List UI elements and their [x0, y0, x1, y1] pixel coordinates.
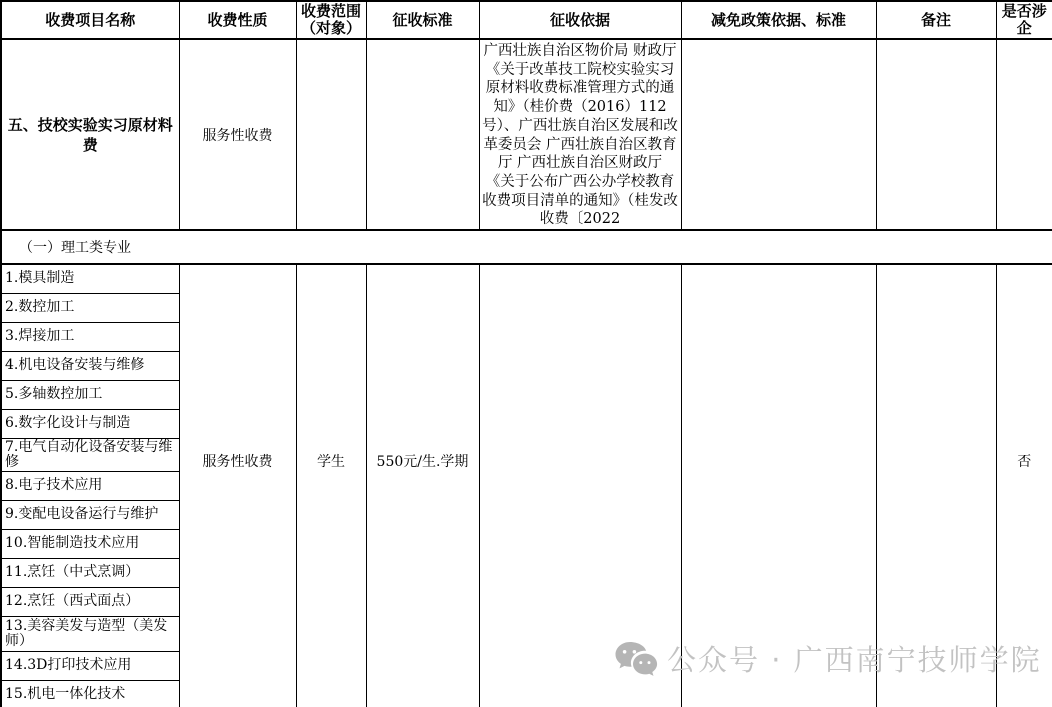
col-header-remarks: 备注	[876, 1, 996, 39]
category-name: 五、技校实验实习原材料费	[1, 39, 179, 230]
watermark-text: 公众号 · 广西南宁技师学院	[667, 643, 1042, 677]
category-fee-nature: 服务性收费	[179, 39, 296, 230]
col-header-collection-basis: 征收依据	[479, 1, 681, 39]
item-name: 8.电子技术应用	[1, 471, 179, 500]
col-header-involves-enterprise: 是否涉企	[996, 1, 1052, 39]
item-name: 6.数字化设计与制造	[1, 409, 179, 438]
table-row	[1, 264, 1052, 293]
watermark	[614, 641, 1042, 679]
header-row	[1, 1, 1052, 39]
item-name: 3.焊接加工	[1, 322, 179, 351]
wechat-icon	[614, 641, 658, 679]
item-name: 5.多轴数控加工	[1, 380, 179, 409]
col-header-fee-nature: 收费性质	[179, 1, 296, 39]
item-name: 2.数控加工	[1, 293, 179, 322]
item-name: 4.机电设备安装与维修	[1, 351, 179, 380]
item-name: 7.电气自动化设备安装与维修	[1, 438, 179, 471]
category-reduction-policy-cell	[681, 39, 876, 230]
group-fee-nature: 服务性收费	[179, 264, 296, 707]
category-fee-scope-cell	[296, 39, 366, 230]
item-name: 12.烹饪（西式面点）	[1, 587, 179, 616]
section-title: （一）理工类专业	[1, 230, 1052, 264]
item-name: 11.烹饪（中式烹调）	[1, 558, 179, 587]
col-header-fee-item-name: 收费项目名称	[1, 1, 179, 39]
item-name: 10.智能制造技术应用	[1, 529, 179, 558]
col-header-collection-standard: 征收标准	[366, 1, 479, 39]
group-collection-standard: 550元/生.学期	[366, 264, 479, 707]
category-involves-enterprise-cell	[996, 39, 1052, 230]
group-involves-enterprise: 否	[996, 264, 1052, 707]
col-header-fee-scope: 收费范围（对象）	[296, 1, 366, 39]
category-collection-basis: 广西壮族自治区物价局 财政厅《关于改革技工院校实验实习原材料收费标准管理方式的通知》（桂价费（2016）112号）、广西壮族自治区发展和改革委员会 广西壮族自治区教育厅 广西壮族自治区财政厅 《关于公布广西公办学校教育收费项目清单的通知》（桂发改收费〔2022	[479, 39, 681, 230]
col-header-reduction-policy: 减免政策依据、标准	[681, 1, 876, 39]
section-row	[1, 230, 1052, 264]
item-name: 1.模具制造	[1, 264, 179, 293]
item-name: 13.美容美发与造型（美发师）	[1, 616, 179, 651]
group-fee-scope: 学生	[296, 264, 366, 707]
category-remarks-cell	[876, 39, 996, 230]
item-name: 9.变配电设备运行与维护	[1, 500, 179, 529]
item-name: 15.机电一体化技术	[1, 680, 179, 707]
category-standard-cell	[366, 39, 479, 230]
item-name: 14.3D打印技术应用	[1, 651, 179, 680]
category-row	[1, 39, 1052, 230]
